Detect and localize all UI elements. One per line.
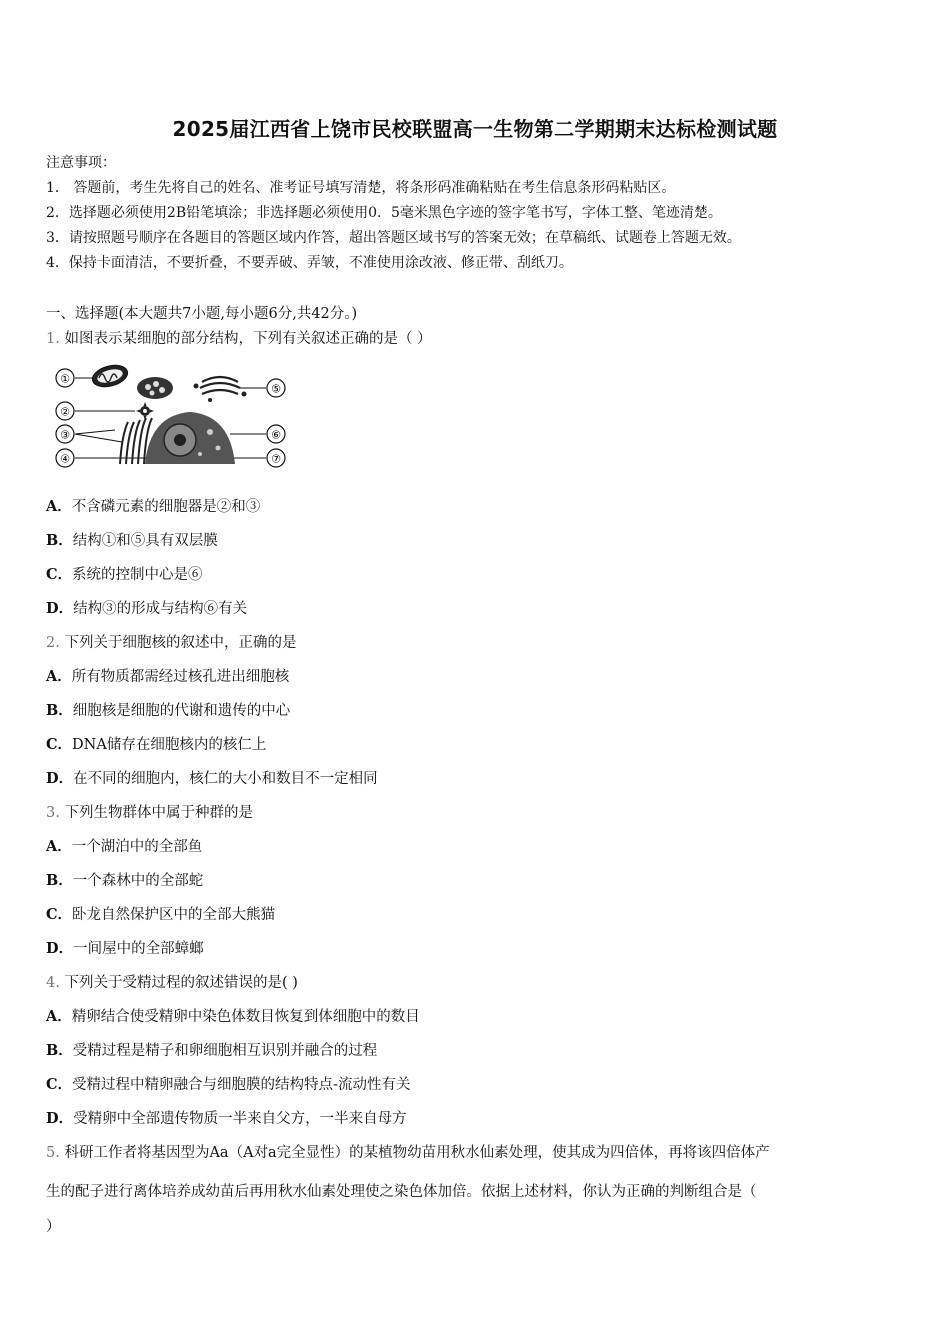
figure-label-4	[56, 449, 74, 467]
notice-item-2: 2．选择题必须使用2B铅笔填涂；非选择题必须使用0．5毫米黑色字迹的签字笔书写，字体工整、笔迹清楚。	[46, 205, 722, 221]
option-key: B．	[46, 702, 73, 719]
question-number: 4.	[46, 975, 60, 991]
question-5-stem-line-3: ）	[46, 1219, 61, 1235]
option-key: A．	[46, 498, 72, 515]
option-text: 卧龙自然保护区中的全部大熊猫	[72, 907, 276, 923]
question-text: 如图表示某细胞的部分结构，下列有关叙述正确的是（ ）	[64, 331, 432, 347]
page-title: 2025届江西省上饶市民校联盟高一生物第二学期期末达标检测试题	[172, 117, 778, 141]
question-number: 1.	[46, 331, 60, 347]
option-key: B．	[46, 872, 73, 889]
centriole-icon	[136, 402, 154, 420]
question-4-option-d[interactable]	[46, 1107, 407, 1128]
option-key: B．	[46, 532, 73, 549]
notice-item-4: 4．保持卡面清洁，不要折叠，不要弄破、弄皱，不准使用涂改液、修正带、刮纸刀。	[46, 255, 573, 271]
question-text: 下列关于受精过程的叙述错误的是( )	[64, 975, 298, 991]
option-text: DNA储存在细胞核内的核仁上	[72, 737, 267, 753]
option-key: C．	[46, 906, 73, 923]
figure-label-6	[267, 425, 285, 443]
option-text: 受精过程是精子和卵细胞相互识别并融合的过程	[72, 1043, 378, 1059]
svg-text:⑥: ⑥	[271, 428, 281, 442]
question-3-option-b[interactable]	[46, 869, 203, 890]
question-2-option-c[interactable]	[46, 733, 266, 754]
question-number: 5.	[46, 1145, 60, 1161]
question-4-stem	[46, 971, 298, 992]
mitochondrion-icon	[90, 362, 130, 391]
nucleus-icon	[145, 412, 235, 464]
question-3-stem	[46, 801, 253, 822]
question-3-option-a[interactable]	[46, 835, 202, 856]
question-4-option-c[interactable]	[46, 1073, 410, 1094]
option-text: 所有物质都需经过核孔进出细胞核	[71, 669, 290, 685]
option-text: 受精卵中全部遗传物质一半来自父方，一半来自母方	[73, 1111, 407, 1127]
question-1-option-d[interactable]	[46, 597, 247, 618]
cell-structure-figure	[50, 360, 300, 470]
svg-text:④: ④	[60, 452, 70, 466]
question-1-option-a[interactable]	[46, 495, 260, 516]
option-text: 一个森林中的全部蛇	[72, 873, 204, 889]
svg-text:⑦: ⑦	[271, 452, 281, 466]
option-key: A．	[46, 668, 72, 685]
option-key: A．	[46, 838, 72, 855]
option-text: 一个湖泊中的全部鱼	[71, 839, 203, 855]
option-key: A．	[46, 1008, 72, 1025]
option-key: C．	[46, 736, 73, 753]
figure-label-7	[267, 449, 285, 467]
question-text: 下列生物群体中属于种群的是	[64, 805, 253, 821]
notice-item-1: 1． 答题前，考生先将自己的姓名、准考证号填写清楚，将条形码准确粘贴在考生信息条形码粘贴区。	[46, 180, 676, 196]
notice-item-3: 3．请按照题号顺序在各题目的答题区域内作答，超出答题区域书写的答案无效；在草稿纸、试题卷上答题无效。	[46, 230, 741, 246]
option-key: C．	[46, 1076, 73, 1093]
figure-label-5	[267, 379, 285, 397]
question-1-option-c[interactable]	[46, 563, 203, 584]
option-text: 结构③的形成与结构⑥有关	[73, 601, 248, 617]
question-4-option-a[interactable]	[46, 1005, 420, 1026]
question-3-option-d[interactable]	[46, 937, 204, 958]
question-2-stem	[46, 631, 296, 652]
organelle-cluster-icon	[137, 377, 173, 399]
question-2-option-a[interactable]	[46, 665, 289, 686]
figure-label-1	[56, 369, 74, 387]
option-key: C．	[46, 566, 73, 583]
svg-text:⑤: ⑤	[271, 382, 281, 396]
option-key: B．	[46, 1042, 73, 1059]
question-2-option-b[interactable]	[46, 699, 290, 720]
option-text: 结构①和⑤具有双层膜	[72, 533, 218, 549]
question-2-option-d[interactable]	[46, 767, 378, 788]
question-1-stem	[46, 327, 432, 348]
notice-heading: 注意事项：	[46, 155, 116, 171]
golgi-apparatus-icon	[194, 377, 247, 402]
question-3-option-c[interactable]	[46, 903, 275, 924]
option-text: 受精过程中精卵融合与细胞膜的结构特点-流动性有关	[72, 1077, 411, 1093]
question-1-option-b[interactable]	[46, 529, 218, 550]
option-key: D．	[46, 1110, 74, 1127]
question-text: 下列关于细胞核的叙述中，正确的是	[64, 635, 297, 651]
figure-label-2	[56, 402, 74, 420]
option-key: D．	[46, 600, 74, 617]
question-5-stem-line-2: 生的配子进行离体培养成幼苗后再用秋水仙素处理使之染色体加倍。依据上述材料，你认为正确的判断组合是（	[46, 1184, 757, 1200]
question-number: 3.	[46, 805, 60, 821]
option-key: D．	[46, 940, 74, 957]
svg-text:②: ②	[60, 405, 70, 419]
option-key: D．	[46, 770, 74, 787]
question-5-stem-line-1	[46, 1141, 770, 1162]
option-text: 细胞核是细胞的代谢和遗传的中心	[72, 703, 291, 719]
question-4-option-b[interactable]	[46, 1039, 377, 1060]
question-number: 2.	[46, 635, 60, 651]
option-text: 精卵结合使受精卵中染色体数目恢复到体细胞中的数目	[71, 1009, 420, 1025]
option-text: 在不同的细胞内，核仁的大小和数目不一定相同	[73, 771, 378, 787]
question-text: 科研工作者将基因型为Aa（A对a完全显性）的某植物幼苗用秋水仙素处理，使其成为四倍体，再将该四倍体产	[64, 1145, 770, 1161]
option-text: 一间屋中的全部蟑螂	[73, 941, 204, 957]
svg-text:①: ①	[60, 372, 70, 386]
svg-text:③: ③	[60, 428, 70, 442]
section-heading: 一、选择题(本大题共7小题,每小题6分,共42分。)	[46, 306, 358, 322]
option-text: 不含磷元素的细胞器是②和③	[71, 499, 261, 515]
option-text: 系统的控制中心是⑥	[72, 567, 203, 583]
figure-label-3	[56, 425, 74, 443]
